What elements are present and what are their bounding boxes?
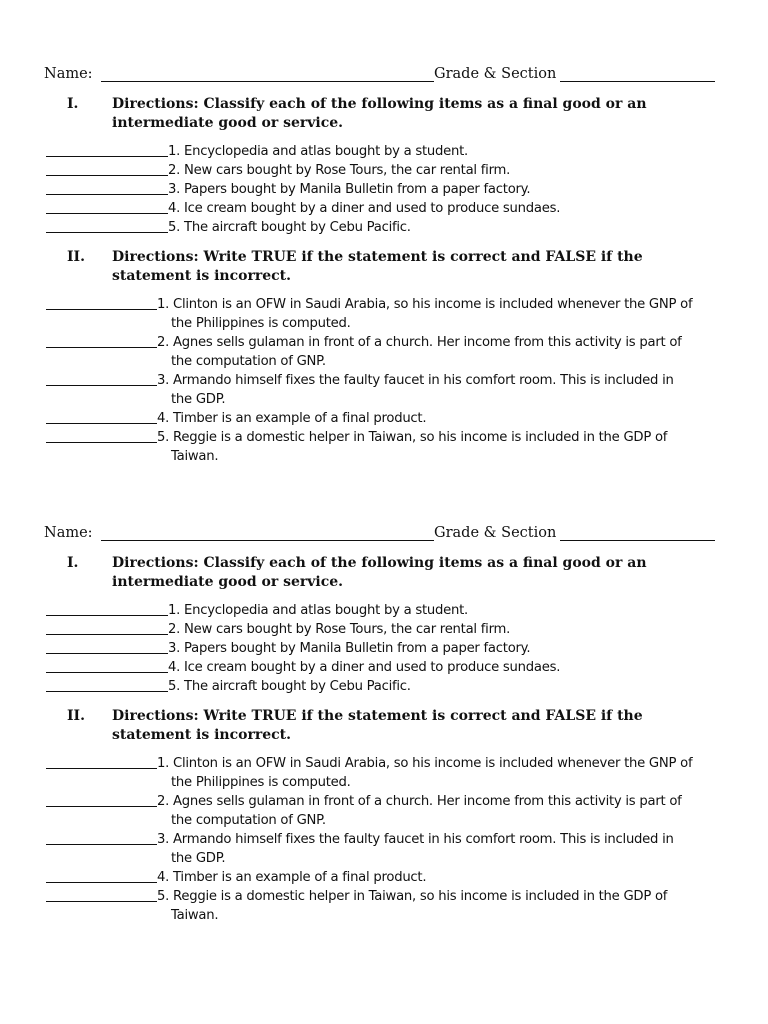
- item-text: 5. Reggie is a domestic helper in Taiwan, so his income is included in the GDP of: [157, 430, 668, 445]
- answer-blank[interactable]: [46, 423, 157, 424]
- item-text: 3. Armando himself fixes the faulty faucet in his comfort room. This is included in: [157, 373, 674, 388]
- part-1: [0, 95, 768, 237]
- item-text: 3. Papers bought by Manila Bulletin from a paper factory.: [168, 641, 531, 656]
- item-text-continued: the GDP.: [171, 851, 226, 866]
- item-text-continued: the computation of GNP.: [171, 354, 326, 369]
- list-item: [0, 161, 768, 180]
- item-text: 1. Clinton is an OFW in Saudi Arabia, so his income is included whenever the GNP of: [157, 297, 693, 312]
- list-item: [0, 754, 768, 792]
- item-text: 5. The aircraft bought by Cebu Pacific.: [168, 220, 411, 235]
- answer-blank[interactable]: [46, 156, 168, 157]
- item-text: 2. New cars bought by Rose Tours, the car rental firm.: [168, 163, 511, 178]
- answer-blank[interactable]: [46, 882, 157, 883]
- list-item: [0, 830, 768, 868]
- name-blank[interactable]: [101, 81, 434, 82]
- item-text: 5. The aircraft bought by Cebu Pacific.: [168, 679, 411, 694]
- list-item: [0, 601, 768, 620]
- answer-blank[interactable]: [46, 194, 168, 195]
- list-item: [0, 792, 768, 830]
- directions-text: Directions: Write TRUE if the statement is correct and FALSE if the statement is incorrect.: [112, 249, 643, 284]
- grade-section-label: Grade & Section: [434, 525, 557, 541]
- list-item: [0, 142, 768, 161]
- item-text: 4. Ice cream bought by a diner and used to produce sundaes.: [168, 201, 561, 216]
- item-text: 5. Reggie is a domestic helper in Taiwan, so his income is included in the GDP of: [157, 889, 668, 904]
- item-text: 2. New cars bought by Rose Tours, the car rental firm.: [168, 622, 511, 637]
- item-text: 1. Encyclopedia and atlas bought by a student.: [168, 144, 468, 159]
- part-numeral: II.: [67, 708, 85, 724]
- worksheet-header: [0, 523, 768, 547]
- item-text: 2. Agnes sells gulaman in front of a church. Her income from this activity is part of: [157, 794, 682, 809]
- list-item: [0, 677, 768, 696]
- item-text: 1. Encyclopedia and atlas bought by a student.: [168, 603, 468, 618]
- item-text: 1. Clinton is an OFW in Saudi Arabia, so his income is included whenever the GNP of: [157, 756, 693, 771]
- list-item: [0, 658, 768, 677]
- item-text: 4. Ice cream bought by a diner and used to produce sundaes.: [168, 660, 561, 675]
- answer-blank[interactable]: [46, 844, 157, 845]
- part-numeral: I.: [67, 555, 79, 571]
- item-text-continued: the GDP.: [171, 392, 226, 407]
- item-text-continued: the computation of GNP.: [171, 813, 326, 828]
- item-text-continued: the Philippines is computed.: [171, 775, 351, 790]
- list-item: [0, 639, 768, 658]
- answer-blank[interactable]: [46, 175, 168, 176]
- answer-blank[interactable]: [46, 768, 157, 769]
- name-blank[interactable]: [101, 540, 434, 541]
- list-item: [0, 371, 768, 409]
- grade-section-blank[interactable]: [560, 81, 715, 82]
- list-item: [0, 868, 768, 887]
- directions-text: Directions: Classify each of the following items as a final good or an intermediate good or service.: [112, 96, 647, 131]
- item-text: 3. Armando himself fixes the faulty faucet in his comfort room. This is included in: [157, 832, 674, 847]
- part-numeral: I.: [67, 96, 79, 112]
- part-2: [0, 707, 768, 925]
- list-item: [0, 333, 768, 371]
- answer-blank[interactable]: [46, 672, 168, 673]
- answer-blank[interactable]: [46, 691, 168, 692]
- directions-text: Directions: Classify each of the following items as a final good or an intermediate good or service.: [112, 555, 647, 590]
- item-text: 2. Agnes sells gulaman in front of a church. Her income from this activity is part of: [157, 335, 682, 350]
- part-1: [0, 554, 768, 696]
- answer-blank[interactable]: [46, 232, 168, 233]
- answer-blank[interactable]: [46, 615, 168, 616]
- list-item: [0, 887, 768, 925]
- item-text-continued: Taiwan.: [171, 449, 219, 464]
- part-2-items: [0, 754, 768, 925]
- list-item: [0, 428, 768, 466]
- answer-blank[interactable]: [46, 806, 157, 807]
- part-2-directions: [0, 707, 768, 745]
- list-item: [0, 620, 768, 639]
- part-numeral: II.: [67, 249, 85, 265]
- list-item: [0, 199, 768, 218]
- worksheet-1: [0, 64, 768, 466]
- part-1-directions: [0, 554, 768, 592]
- grade-section-blank[interactable]: [560, 540, 715, 541]
- list-item: [0, 409, 768, 428]
- list-item: [0, 180, 768, 199]
- item-text-continued: the Philippines is computed.: [171, 316, 351, 331]
- item-text: 4. Timber is an example of a final product.: [157, 870, 427, 885]
- directions-text: Directions: Write TRUE if the statement is correct and FALSE if the statement is incorrect.: [112, 708, 643, 743]
- name-label: Name:: [44, 525, 93, 541]
- answer-blank[interactable]: [46, 309, 157, 310]
- grade-section-label: Grade & Section: [434, 66, 557, 82]
- answer-blank[interactable]: [46, 213, 168, 214]
- answer-blank[interactable]: [46, 385, 157, 386]
- answer-blank[interactable]: [46, 653, 168, 654]
- list-item: [0, 295, 768, 333]
- answer-blank[interactable]: [46, 634, 168, 635]
- answer-blank[interactable]: [46, 442, 157, 443]
- part-2-items: [0, 295, 768, 466]
- list-item: [0, 218, 768, 237]
- part-2: [0, 248, 768, 466]
- worksheet-2: [0, 523, 768, 925]
- part-2-directions: [0, 248, 768, 286]
- answer-blank[interactable]: [46, 901, 157, 902]
- part-1-items: [0, 601, 768, 696]
- worksheet-header: [0, 64, 768, 88]
- item-text: 3. Papers bought by Manila Bulletin from a paper factory.: [168, 182, 531, 197]
- answer-blank[interactable]: [46, 347, 157, 348]
- name-label: Name:: [44, 66, 93, 82]
- part-1-items: [0, 142, 768, 237]
- item-text-continued: Taiwan.: [171, 908, 219, 923]
- part-1-directions: [0, 95, 768, 133]
- item-text: 4. Timber is an example of a final product.: [157, 411, 427, 426]
